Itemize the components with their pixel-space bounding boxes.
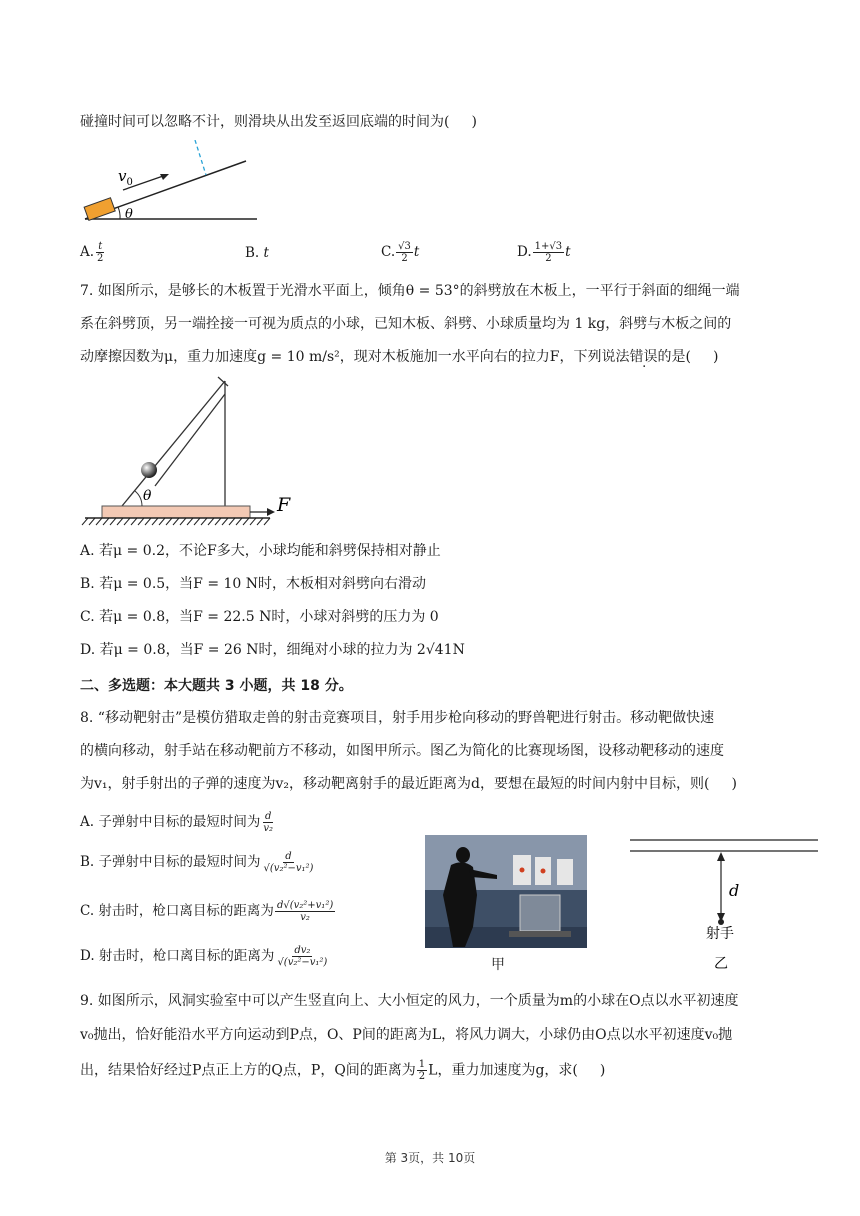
section-heading: 二、多选题：本大题共 3 小题，共 18 分。 bbox=[80, 678, 353, 694]
q8-shooting-photo bbox=[425, 835, 587, 948]
q7-line-2: 系在斜劈顶，另一端拴接一可视为质点的小球，已知木板、斜劈、小球质量均为 1 kg，斜劈与木板之间的 bbox=[80, 316, 732, 332]
q8-option-b[interactable]: B. 子弹射中目标的最短时间为 $\frac{d}{\text{√(v₂²−v₁²)}}$ bbox=[80, 851, 314, 874]
theta-arc bbox=[135, 491, 142, 506]
small-ball bbox=[141, 462, 157, 478]
ground-hatching bbox=[82, 518, 270, 525]
theta-arc bbox=[118, 207, 120, 219]
shooter-point bbox=[718, 919, 724, 925]
q7-option-a[interactable]: A. 若μ = 0.2，不论F多大，小球均能和斜劈保持相对静止 bbox=[80, 543, 441, 559]
slider-block bbox=[84, 198, 115, 221]
q8-option-a[interactable]: A. 子弹射中目标的最短时间为 $\frac{d}{\text{v₂}}$ bbox=[80, 811, 274, 834]
theta-label: θ bbox=[125, 207, 133, 222]
wedge-slope-outer bbox=[122, 381, 225, 506]
rope-line bbox=[155, 394, 225, 486]
q6-option-d[interactable]: D. $\frac{1+√3}{2}$ t bbox=[517, 241, 571, 264]
q8-figure-yi-label: 乙 bbox=[714, 956, 728, 972]
v0-label: $v_0$ bbox=[118, 167, 133, 188]
q8-option-c[interactable]: C. 射击时，枪口离目标的距离为 $\frac{\text{d√(v₂²+v₁²)}}{\text{v₂}}$ bbox=[80, 900, 334, 923]
q6-option-b[interactable]: B. t bbox=[245, 245, 269, 261]
distance-arrowhead-top bbox=[717, 852, 725, 861]
incline-normal-dashed-line bbox=[195, 140, 206, 175]
q8-figure-jia-label: 甲 bbox=[491, 957, 505, 973]
q6-incline-figure bbox=[80, 140, 270, 226]
q8-line-2: 的横向移动，射手站在移动靶前方不移动，如图甲所示。图乙为简化的比赛现场图，设移动靶移动的速度 bbox=[80, 743, 724, 759]
q7-option-d[interactable]: D. 若μ = 0.8，当F = 26 N时，细绳对小球的拉力为 2√41N bbox=[80, 642, 465, 658]
q8-line-1: 8. “移动靶射击”是模仿猎取走兽的射击竞赛项目，射手用步枪向移动的野兽靶进行射击。移动靶做快速 bbox=[80, 710, 715, 726]
wedge-top-cap bbox=[218, 377, 228, 386]
shooter-label: 射手 bbox=[706, 926, 734, 942]
q9-line-1: 9. 如图所示，风洞实验室中可以产生竖直向上、大小恒定的风力，一个质量为m的小球在O点以水平初速度 bbox=[80, 993, 739, 1009]
force-label: F bbox=[277, 494, 291, 516]
q6-question-tail: 碰撞时间可以忽略不计，则滑块从出发至返回底端的时间为( ) bbox=[80, 114, 477, 130]
distance-d-label: d bbox=[729, 881, 740, 900]
emphasis-wrong: 错误 bbox=[629, 349, 658, 365]
q7-option-b[interactable]: B. 若μ = 0.5，当F = 10 N时，木板相对斜劈向右滑动 bbox=[80, 576, 427, 592]
q9-line-3: 出，结果恰好经过P点正上方的Q点，P，Q间的距离为 $\frac{1}{2}$ L，重力加速度为g，求( ) bbox=[80, 1059, 606, 1082]
page-footer: 第 3页，共 10页 bbox=[384, 1151, 476, 1165]
theta-label: θ bbox=[143, 488, 152, 504]
q6-option-c[interactable]: C. $\frac{√3}{2}$ t bbox=[381, 241, 420, 264]
q8-option-d[interactable]: D. 射击时，枪口离目标的距离为 $\frac{\text{dv₂}}{\text{√(v₂²−v₁²)}}$ bbox=[80, 945, 328, 968]
wooden-board bbox=[102, 506, 250, 518]
q7-option-c[interactable]: C. 若μ = 0.8，当F = 22.5 N时，小球对斜劈的压力为 0 bbox=[80, 609, 439, 625]
q8-range-diagram bbox=[628, 834, 820, 974]
force-arrowhead bbox=[267, 508, 275, 516]
q7-line-1: 7. 如图所示，是够长的木板置于光滑水平面上，倾角θ = 53°的斜劈放在木板上，一平行于斜面的细绳一端 bbox=[80, 283, 740, 299]
q7-wedge-figure bbox=[80, 372, 300, 532]
q9-line-2: v₀抛出，恰好能沿水平方向运动到P点，O、P间的距离为L，将风力调大，小球仍由O点以水平初速度v₀抛 bbox=[80, 1027, 733, 1043]
q6-option-a[interactable]: A. $\frac{t}{2}$ bbox=[80, 241, 104, 264]
q7-line-3: 动摩擦因数为μ，重力加速度g = 10 m/s²，现对木板施加一水平向右的拉力F，下列说法错误的是( ) bbox=[80, 349, 719, 365]
q8-line-3: 为v₁，射手射出的子弹的速度为v₂，移动靶离射手的最近距离为d，要想在最短的时间内射中目标，则( ) bbox=[80, 776, 737, 792]
